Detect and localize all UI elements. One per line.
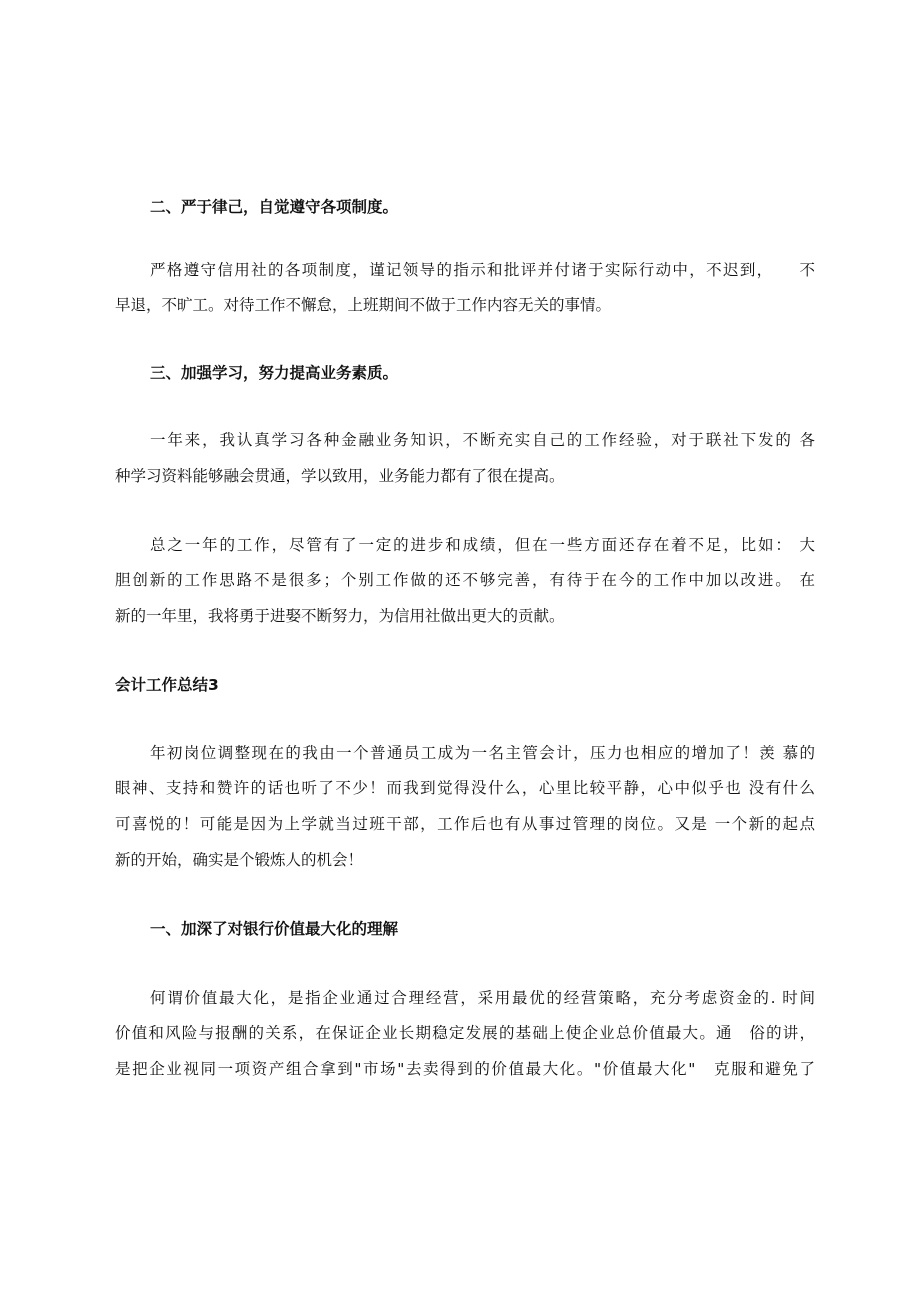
paragraph-line: 新的一年里，我将勇于进娶不断努力，为信用社做出更大的贡献。 xyxy=(115,607,565,625)
section-heading-1: 一、加深了对银行价值最大化的理解 xyxy=(150,920,399,938)
paragraph-line: 种学习资料能够融会贯通，学以致用，业务能力都有了很在提高。 xyxy=(115,467,565,485)
paragraph-line: 年初岗位调整现在的我由一个普通员工成为一名主管会计，压力也相应的增加了！羡 慕的 xyxy=(150,744,815,762)
paragraph-line: 总之一年的工作，尽管有了一定的进步和成绩，但在一些方面还存在着不足，比如： 大 xyxy=(150,536,815,554)
paragraph-line: 是把企业视同一项资产组合拿到"市场"去卖得到的价值最大化。"价值最大化" 克服和避免了 xyxy=(115,1060,815,1078)
document-title: 会计工作总结3 xyxy=(115,676,219,694)
paragraph-line: 早退，不旷工。对待工作不懈怠，上班期间不做于工作内容无关的事情。 xyxy=(115,296,612,314)
paragraph-line: 价值和风险与报酬的关系，在保证企业长期稳定发展的基础上使企业总价值最大。通 俗的讲， xyxy=(115,1024,815,1042)
paragraph-line: 新的开始，确实是个锻炼人的机会！ xyxy=(115,851,364,869)
paragraph-line: 胆创新的工作思路不是很多；个别工作做的还不够完善，有待于在今的工作中加以改进。 在 xyxy=(115,571,815,589)
paragraph-line: 严格遵守信用社的各项制度，谨记领导的指示和批评并付诸于实际行动中，不迟到， 不 xyxy=(150,261,815,279)
paragraph-line: 何谓价值最大化，是指企业通过合理经营，采用最优的经营策略，充分考虑资金的. 时间 xyxy=(150,989,815,1007)
paragraph-line: 可喜悦的！可能是因为上学就当过班干部，工作后也有从事过管理的岗位。又是 一个新的起点 xyxy=(115,815,815,833)
section-heading-2: 二、严于律己，自觉遵守各项制度。 xyxy=(150,198,399,216)
section-heading-3: 三、加强学习，努力提高业务素质。 xyxy=(150,364,399,382)
paragraph-line: 一年来，我认真学习各种金融业务知识，不断充实自己的工作经验，对于联社下发的 各 xyxy=(150,431,815,449)
paragraph-line: 眼神、支持和赞许的话也听了不少！而我到觉得没什么，心里比较平静，心中似乎也 没有什么 xyxy=(115,779,815,797)
